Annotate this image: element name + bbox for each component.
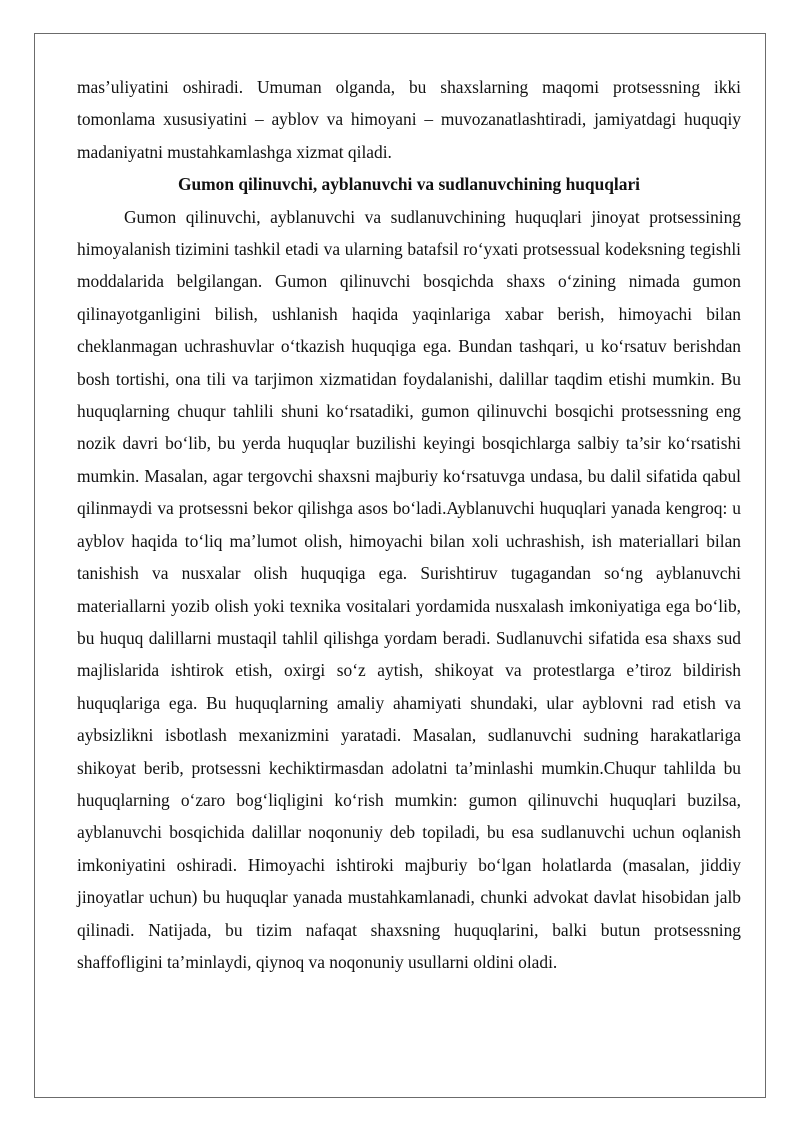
paragraph-continued: mas’uliyatini oshiradi. Umuman olganda, bu shaxslarning maqomi protsessning ikki tomonlama xususiyatini – ayblov va himoyani – muvozanatlashtiradi, jamiyatdagi huquqiy madaniyatni mustahkamlashga xizmat qiladi.: [77, 77, 741, 162]
paragraph-rights: Gumon qilinuvchi, ayblanuvchi va sudlanuvchining huquqlari jinoyat protsessining himoyalanish tizimini tashkil etadi va ularning batafsil ro‘yxati protsessual kodeksning tegishli moddalarida belgilangan. Gumon qilinuvchi bosqichda shaxs o‘zining nimada gumon qilinayotganligini bilish, ushlanish haqida yaqinlariga xabar berish, himoyachi bilan cheklanmagan uchrashuvlar o‘tkazish huquqiga ega. Bundan tashqari, u ko‘rsatuv berishdan bosh tortishi, ona tili va tarjimon xizmatidan foydalanishi, dalillar taqdim etishi mumkin. Bu huquqlarning chuqur tahlili shuni ko‘rsatadiki, gumon qilinuvchi bosqichi protsessning eng nozik davri bo‘lib, bu yerda huquqlar buzilishi keyingi bosqichlarga salbiy ta’sir ko‘rsatishi mumkin. Masalan, agar tergovchi shaxsni majburiy ko‘rsatuvga undasa, bu dalil sifatida qabul qilinmaydi va protsessni bekor qilishga asos bo‘ladi.Ayblanuvchi huquqlari yanada kengroq: u ayblov haqida to‘liq ma’lumot olish, himoyachi bilan xoli uchrashish, ish materiallari bilan tanishish va nusxalar olish huquqiga ega. Surishtiruv tugagandan so‘ng ayblanuvchi materiallarni yozib olish yoki texnika vositalari yordamida nusxalash imkoniyatiga ega bo‘lib, bu huquq dalillarni mustaqil tahlil qilishga yordam beradi. Sudlanuvchi sifatida esa shaxs sud majlislarida ishtirok etish, oxirgi so‘z aytish, shikoyat va protestlarga e’tiroz bildirish huquqlariga ega. Bu huquqlarning amaliy ahamiyati shundaki, ular ayblovni rad etish va aybsizlikni isbotlash mexanizmini yaratadi. Masalan, sudlanuvchi sudning harakatlariga shikoyat berib, protsessni kechiktirmasdan adolatni ta’minlashi mumkin.Chuqur tahlilda bu huquqlarning o‘zaro bog‘liqligini ko‘rish mumkin: gumon qilinuvchi huquqlari buzilsa, ayblanuvchi bosqichida dalillar noqonuniy deb topiladi, bu esa sudlanuvchi uchun oqlanish imkoniyatini oshiradi. Himoyachi ishtiroki majburiy bo‘lgan holatlarda (masalan, jiddiy jinoyatlar uchun) bu huquqlar yanada mustahkamlanadi, chunki advokat davlat hisobidan jalb qilinadi. Natijada, bu tizim nafaqat shaxsning huquqlarini, balki butun protsessning shaffofligini ta’minlaydi, qiynoq va noqonuniy usullarni oldini oladi.: [77, 206, 741, 972]
section-heading: Gumon qilinuvchi, ayblanuvchi va sudlanuvchining huquqlari: [177, 174, 640, 195]
document-body: [77, 71, 741, 978]
